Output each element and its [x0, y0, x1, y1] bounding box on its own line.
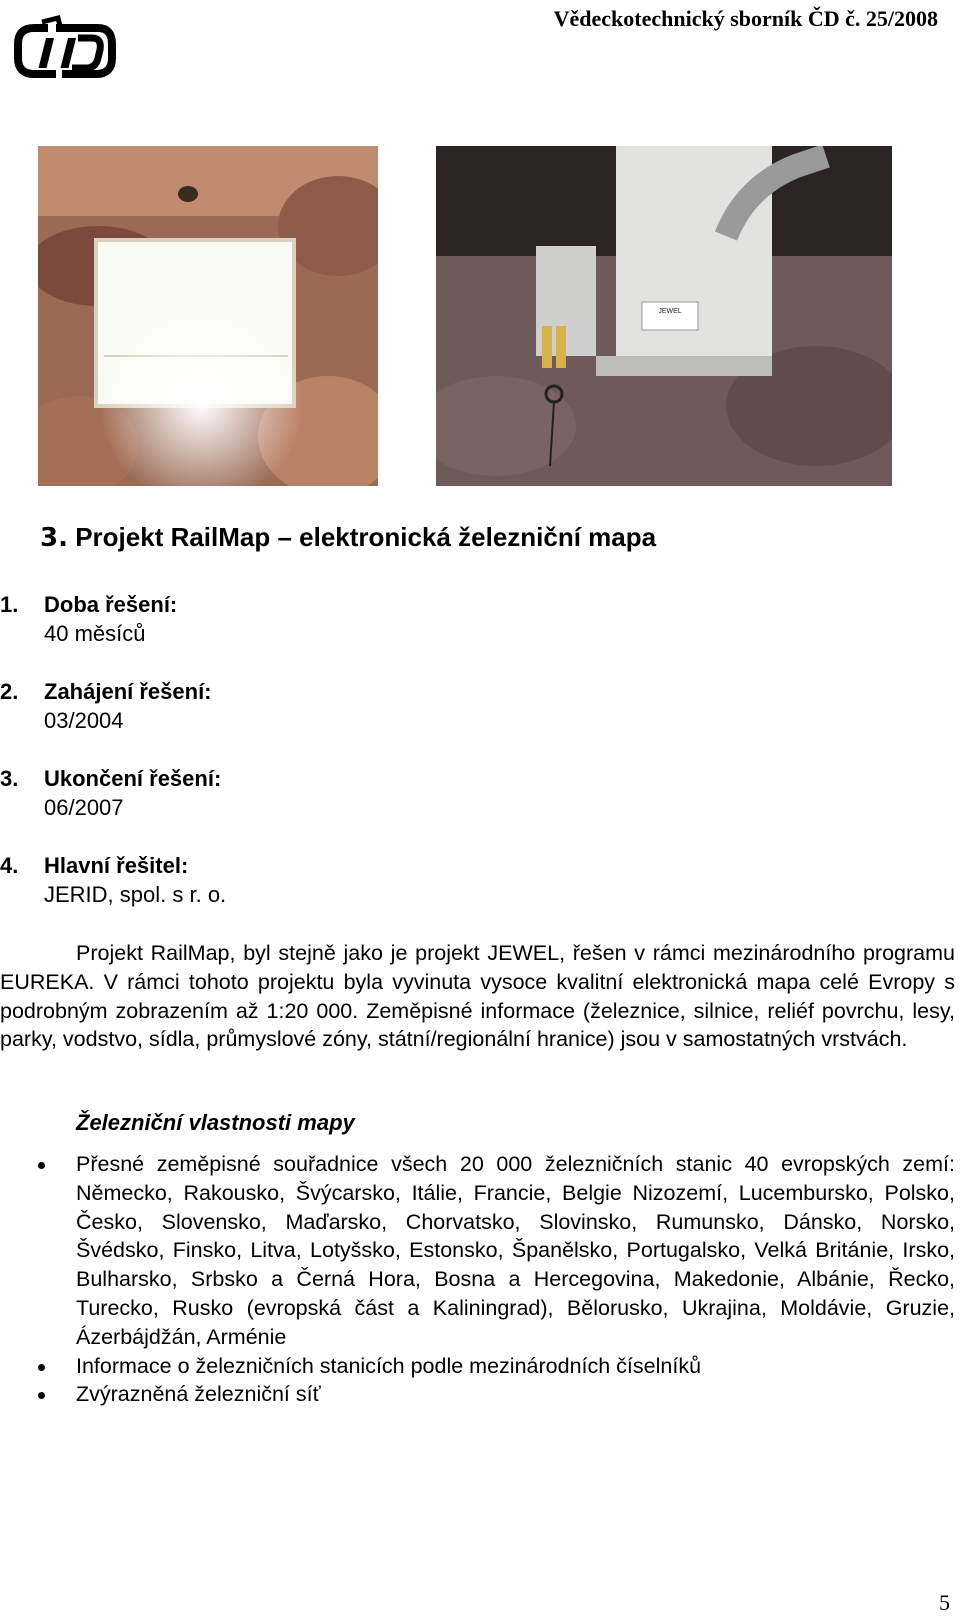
- bullet-icon: [38, 1392, 45, 1399]
- bullet-icon: [38, 1364, 45, 1371]
- info-value: 06/2007: [44, 795, 124, 820]
- device-label: JEWEL: [658, 308, 682, 315]
- info-label: Doba řešení:: [44, 592, 178, 617]
- info-number: 4.: [0, 853, 19, 878]
- project-description: Projekt RailMap, byl stejně jako je projekt JEWEL, řešen v rámci mezinárodního programu EUREKA. V rámci tohoto projektu byla vyvinuta vysoce kvalitní elektronická mapa celé Evropy s podrobným zobrazením až 1:20 000. Zeměpisné informace (železnice, silnice, reliéf povrchu, lesy, parky, vodstvo, sídla, průmyslové zóny, státní/regionální hranice) jsou v samostatných vrstvách.: [0, 941, 955, 1052]
- info-label: Ukončení řešení:: [44, 766, 222, 791]
- features-heading: Železniční vlastnosti mapy: [76, 1110, 355, 1135]
- info-label: Zahájení řešení:: [44, 679, 212, 704]
- section-heading: [40, 522, 656, 553]
- info-number: 3.: [0, 766, 19, 791]
- section-number: 3.: [40, 523, 68, 553]
- features-list: [0, 1150, 955, 1409]
- info-value: 03/2004: [44, 708, 124, 733]
- list-item: Informace o železničních stanicích podle mezinárodních číselníků: [0, 1352, 955, 1381]
- photo-device-mounted: [436, 146, 892, 486]
- bullet-icon: [38, 1162, 45, 1169]
- info-label: Hlavní řešitel:: [44, 853, 189, 878]
- info-value: 40 měsíců: [44, 621, 146, 646]
- list-item: Přesné zeměpisné souřadnice všech 20 000 železničních stanic 40 evropských zemí: Německo, Rakousko, Švýcarsko, Itálie, Francie, Belgie Nizozemí, Lucembursko, Polsko, Česko, Slovensko, Maďarsko, Chorvatsko, Slovinsko, Rumunsko, Dánsko, Norsko, Švédsko, Finsko, Litva, Lotyšsko, Estonsko, Španělsko, Portugalsko, Velká Británie, Irsko, Bulharsko, Srbsko a Černá Hora, Bosna a Hercegovina, Makedonie, Albánie, Řecko, Turecko, Rusko (evropská část a Kaliningrad), Bělorusko, Ukrajina, Moldávie, Gruzie, Ázerbájdžán, Arménie: [0, 1150, 955, 1352]
- info-value: JERID, spol. s r. o.: [44, 882, 227, 907]
- list-item: Zvýrazněná železniční síť: [0, 1380, 955, 1409]
- info-number: 2.: [0, 679, 19, 704]
- info-number: 1.: [0, 592, 19, 617]
- section-title: Projekt RailMap – elektronická železniční mapa: [75, 522, 657, 552]
- page-number: 5: [939, 1590, 950, 1615]
- journal-title: Vědeckotechnický sborník ČD č. 25/2008: [553, 6, 938, 31]
- cd-logo: [12, 14, 116, 84]
- photo-device-closeup: [38, 146, 378, 486]
